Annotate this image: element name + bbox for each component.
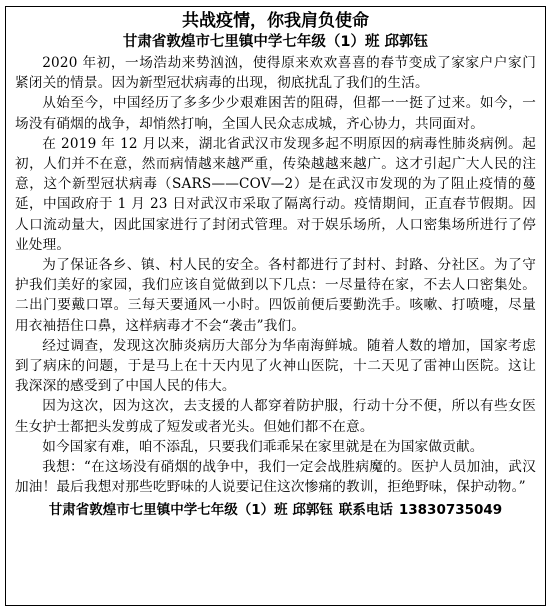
paragraph: 如今国家有难，咱不添乱，只要我们乖乖呆在家里就是在为国家做贡献。	[42, 438, 484, 455]
footer-phone: 13830735049	[398, 502, 503, 519]
footer-phone-label: 联系电话	[338, 502, 393, 519]
paragraph: 因为这次，因为这次，去支援的人都穿着防护服，行动十分不便，所以有些女医生女护士都把头发剪成了短发或者光头。但她们都不在意。	[15, 398, 536, 435]
paragraph: 2020 年初，一场浩劫来势汹汹，使得原来欢欢喜喜的春节变成了家家户户家门紧闭关的情景。因为新型冠状病毒的出现，彻底扰乱了我们的生活。	[15, 55, 536, 92]
paragraph: 我想：“在这场没有硝烟的战争中，我们一定会战胜病魔的。医护人员加油，武汉加油！最后我想对那些吃野味的人说要记住这次惨痛的教训，拒绝野味，保护动物。”	[15, 459, 536, 496]
author-byline: 甘肃省敦煌市七里镇中学七年级（1）班 邱郭钰	[122, 34, 429, 50]
paragraph: 为了保证各乡、镇、村人民的安全。各村都进行了封村、封路、分社区。为了守护我们美好的家园，我们应该自觉做到以下几点：一尽量待在家，不去人口密集处。二出门要戴口罩。三每天要通风一小时。四饭前便后要勤洗手。咳嗽、打喷嚏，尽量用衣袖捂住口鼻，这样病毒才不会“袭击”我们。	[15, 257, 536, 334]
author-footer	[15, 500, 536, 520]
paragraph: 经过调查，发现这次肺炎病历大部分为华南海鲜城。随着人数的增加，国家考虑到了病床的问题，于是马上在十天内见了火神山医院，十二天见了雷神山医院。这让我深深的感受到了中国人民的伟大。	[15, 337, 536, 395]
article-frame	[5, 6, 546, 606]
footer-author: 甘肃省敦煌市七里镇中学七年级（1）班 邱郭钰	[48, 502, 333, 519]
article-title: 共战疫情，你我肩负使命	[182, 11, 369, 31]
paragraph: 在 2019 年 12 月以来，湖北省武汉市发现多起不明原因的病毒性肺炎病例。起初，人们并不在意，然而病情越来越严重，传染越越来越广。这才引起广大人民的注意，这个新型冠状病毒（SARS——COV—2）是在武汉市发现的为了阻止疫情的蔓延，中国政府于 1 月 23 日对武汉市采取了隔离行动。疫情期间，正直春节假期。因人口流动量大，因此国家进行了封闭式管理。对于娱乐场所，人口密集场所进行了停业处理。	[15, 135, 536, 253]
paragraph: 从始至今，中国经历了多多少少艰难困苦的阻碍，但都一一挺了过来。如今，一场没有硝烟的战争，却悄然打响，全国人民众志成城，齐心协力，共同面对。	[15, 95, 536, 132]
article-body	[15, 53, 536, 497]
